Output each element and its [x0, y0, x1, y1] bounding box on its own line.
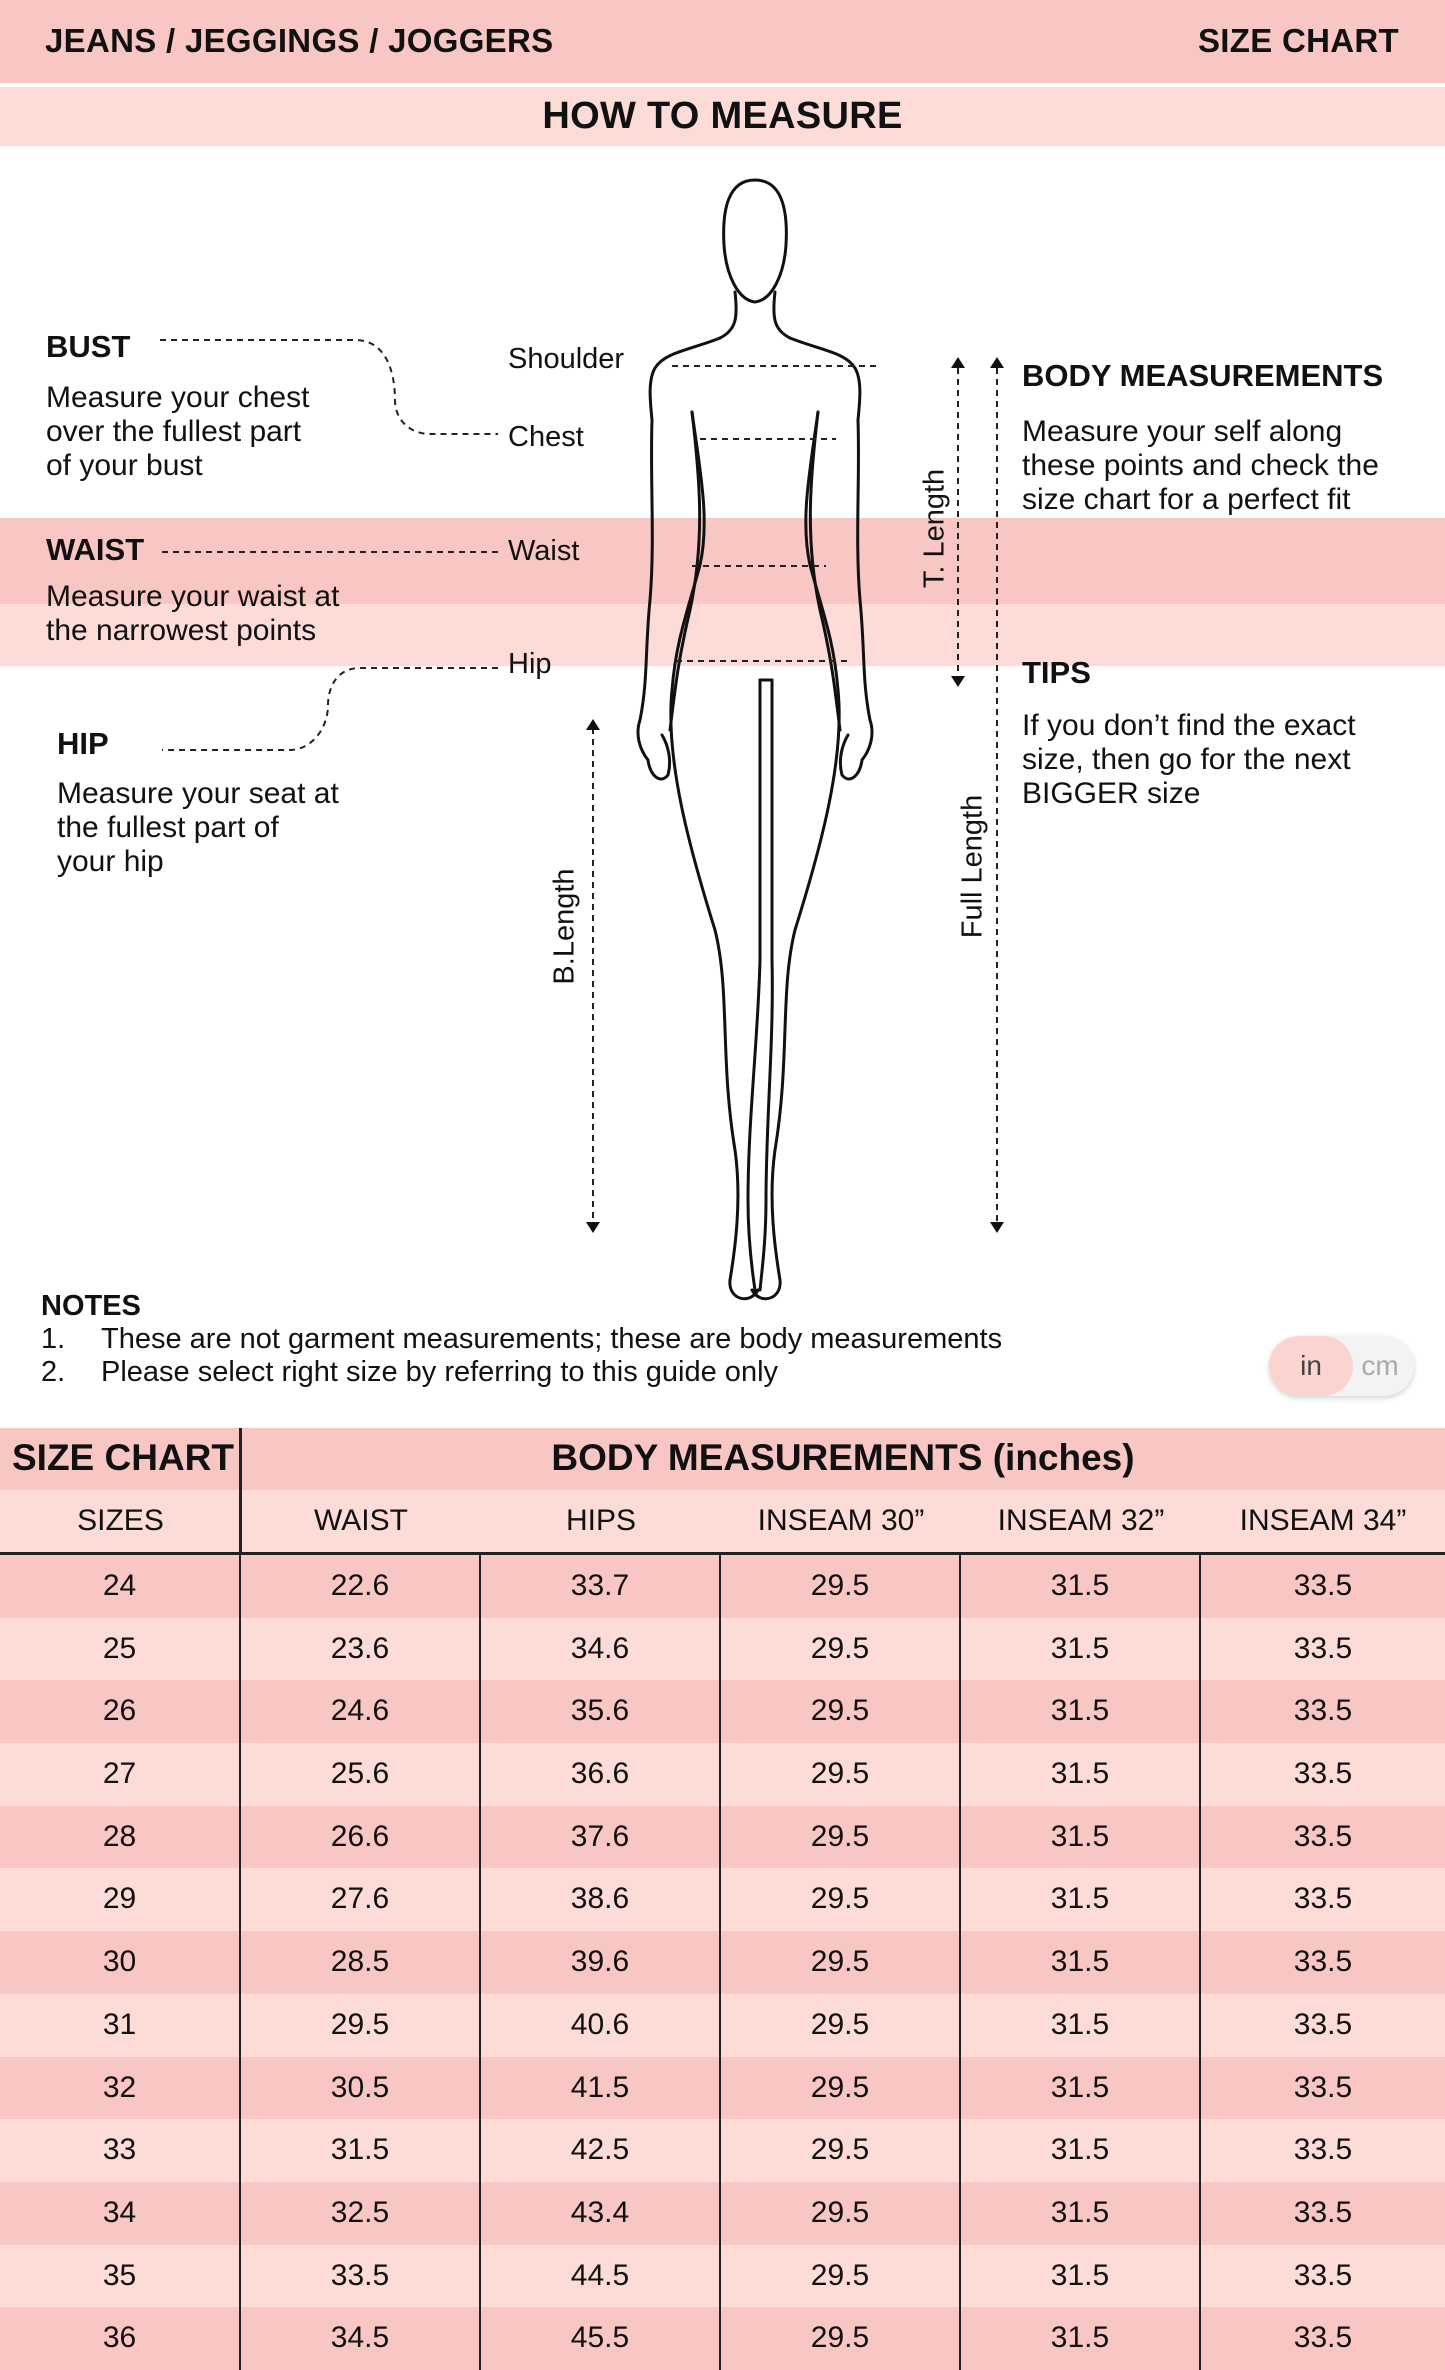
measurement-cell: 23.6 [241, 1618, 481, 1681]
unit-cm-option[interactable]: cm [1361, 1350, 1399, 1381]
unit-toggle[interactable] [1269, 1336, 1414, 1396]
hip-description [57, 777, 339, 879]
measurement-cell: 29.5 [721, 2307, 961, 2370]
measurement-cell: 33.7 [481, 1555, 721, 1618]
measurement-cell: 25.6 [241, 1743, 481, 1806]
table-row [0, 2057, 1445, 2120]
measurement-cell: 45.5 [481, 2307, 721, 2370]
column-header: SIZES [77, 1504, 164, 1537]
measurement-cell: 33.5 [241, 2245, 481, 2308]
body-measurements-line: Measure your self along [1022, 415, 1343, 448]
note-number: 2. [41, 1356, 66, 1388]
measurement-cell: 43.4 [481, 2182, 721, 2245]
column-header: INSEAM 32” [997, 1504, 1165, 1537]
measurement-cell: 31.5 [961, 1555, 1201, 1618]
note-number: 1. [41, 1323, 66, 1355]
body-measurements-title: BODY MEASUREMENTS [1022, 358, 1384, 393]
measurement-cell: 44.5 [481, 2245, 721, 2308]
note-item [41, 1356, 1002, 1389]
measurement-cell: 31.5 [961, 1806, 1201, 1869]
measurement-cell: 33.5 [1293, 1631, 1353, 1665]
body-measurements-description [1022, 415, 1379, 517]
size-cell: 28 [0, 1806, 241, 1869]
size-cell: 31 [0, 1994, 241, 2057]
measurement-cell: 31.5 [961, 2057, 1201, 2120]
tips-line: size, then go for the next [1022, 743, 1351, 776]
size-cell: 35 [0, 2245, 241, 2308]
measurement-cell: 33.5 [1293, 1694, 1353, 1728]
body-outline [638, 180, 872, 1299]
measurement-cell: 33.5 [1293, 1569, 1353, 1602]
bust-title: BUST [46, 329, 131, 364]
measurement-cell: 29.5 [721, 1868, 961, 1931]
table-row [0, 2307, 1445, 2370]
note-item [41, 1323, 1002, 1356]
measurement-cell: 22.6 [241, 1555, 481, 1618]
waist-title: WAIST [46, 532, 145, 567]
measurement-cell: 33.5 [1293, 2133, 1353, 2167]
table-row [0, 1806, 1445, 1869]
size-chart-table [0, 1555, 1445, 2370]
column-header: INSEAM 34” [1239, 1504, 1407, 1537]
measurement-cell: 31.5 [961, 2182, 1201, 2245]
b-length-label: B.Length [548, 868, 581, 985]
measurement-cell: 29.5 [721, 1743, 961, 1806]
measurement-cell: 33.5 [1293, 1882, 1353, 1916]
waist-line: the narrowest points [46, 614, 317, 647]
size-cell: 30 [0, 1931, 241, 1994]
unit-inches-option[interactable]: in [1269, 1336, 1353, 1396]
measurement-cell: 34.5 [241, 2307, 481, 2370]
size-cell: 29 [0, 1868, 241, 1931]
hip-line: your hip [57, 845, 164, 878]
how-to-measure-title: HOW TO MEASURE [542, 95, 903, 137]
notes-title: NOTES [41, 1290, 141, 1322]
measurement-cell: 31.5 [961, 2119, 1201, 2182]
t-length-label: T. Length [918, 468, 951, 589]
hip-line: the fullest part of [57, 811, 279, 844]
measurement-cell: 29.5 [721, 2119, 961, 2182]
tips-line: If you don’t find the exact [1022, 709, 1356, 742]
measurement-cell: 39.6 [481, 1931, 721, 1994]
measurement-cell: 36.6 [481, 1743, 721, 1806]
table-row [0, 1618, 1445, 1681]
size-chart-subtitle: BODY MEASUREMENTS (inches) [551, 1437, 1135, 1478]
category-title: JEANS / JEGGINGS / JOGGERS [45, 22, 554, 59]
size-cell: 32 [0, 2057, 241, 2120]
measurement-cell: 33.5 [1293, 1945, 1353, 1979]
hip-label: Hip [508, 648, 552, 680]
column-header: WAIST [314, 1504, 408, 1537]
table-row [0, 2182, 1445, 2245]
measurement-cell: 31.5 [961, 1868, 1201, 1931]
size-cell: 33 [0, 2119, 241, 2182]
body-measurements-line: size chart for a perfect fit [1022, 483, 1351, 516]
measurement-cell: 29.5 [721, 1618, 961, 1681]
measurement-cell: 33.5 [1293, 2007, 1353, 2041]
hip-line: Measure your seat at [57, 777, 339, 810]
measurement-cell: 31.5 [961, 1618, 1201, 1681]
measurement-cell: 29.5 [721, 1931, 961, 1994]
size-cell: 25 [0, 1618, 241, 1681]
note-text: These are not garment measurements; these are body measurements [101, 1323, 1003, 1355]
measurement-cell: 37.6 [481, 1806, 721, 1869]
table-row [0, 1868, 1445, 1931]
note-text: Please select right size by referring to this guide only [101, 1356, 779, 1388]
body-measurements-line: these points and check the [1022, 449, 1379, 482]
size-chart-columns [0, 1490, 1445, 1552]
table-row [0, 1680, 1445, 1743]
measurement-cell: 33.5 [1293, 2195, 1353, 2229]
measurement-cell: 26.6 [241, 1806, 481, 1869]
table-row [0, 1994, 1445, 2057]
measurement-cell: 29.5 [721, 2245, 961, 2308]
size-cell: 36 [0, 2307, 241, 2370]
waist-line: Measure your waist at [46, 580, 340, 613]
table-row [0, 1931, 1445, 1994]
bust-description [46, 381, 309, 483]
measurement-cell: 29.5 [721, 1680, 961, 1743]
size-chart-label: SIZE CHART [1198, 22, 1399, 59]
size-cell: 34 [0, 2182, 241, 2245]
table-row [0, 1743, 1445, 1806]
column-header: INSEAM 30” [757, 1504, 925, 1537]
measurement-cell: 34.6 [481, 1618, 721, 1681]
measurement-cell: 29.5 [721, 2057, 961, 2120]
measurement-cell: 31.5 [961, 1743, 1201, 1806]
hip-title: HIP [57, 726, 109, 761]
measurement-cell: 33.5 [1293, 2070, 1353, 2104]
full-length-label: Full Length [956, 794, 989, 939]
measurement-cell: 29.5 [241, 1994, 481, 2057]
table-row [0, 2245, 1445, 2308]
table-row [0, 1555, 1445, 1618]
table-row [0, 2119, 1445, 2182]
measurement-cell: 30.5 [241, 2057, 481, 2120]
measurement-cell: 42.5 [481, 2119, 721, 2182]
tips-description [1022, 709, 1356, 811]
notes-section [41, 1290, 1002, 1389]
size-cell: 24 [0, 1555, 241, 1618]
measurement-cell: 29.5 [721, 1994, 961, 2057]
measurement-cell: 35.6 [481, 1680, 721, 1743]
bust-line: Measure your chest [46, 381, 310, 414]
column-header: HIPS [565, 1504, 637, 1537]
measurement-cell: 33.5 [1293, 1819, 1353, 1853]
measurement-cell: 29.5 [721, 1555, 961, 1618]
waist-description [46, 580, 339, 648]
size-cell: 26 [0, 1680, 241, 1743]
measurement-cell: 29.5 [721, 2182, 961, 2245]
measurement-cell: 33.5 [1293, 2321, 1353, 2355]
measurement-cell: 31.5 [241, 2119, 481, 2182]
chest-label: Chest [508, 421, 584, 453]
measurement-cell: 27.6 [241, 1868, 481, 1931]
measurement-cell: 33.5 [1293, 1757, 1353, 1791]
shoulder-label: Shoulder [508, 343, 625, 375]
bust-line: over the fullest part [46, 415, 302, 448]
measurement-cell: 31.5 [961, 1931, 1201, 1994]
measurement-cell: 28.5 [241, 1931, 481, 1994]
measurement-cell: 40.6 [481, 1994, 721, 2057]
measurement-cell: 33.5 [1293, 2258, 1353, 2292]
size-cell: 27 [0, 1743, 241, 1806]
bust-line: of your bust [46, 449, 203, 482]
measurement-cell: 29.5 [721, 1806, 961, 1869]
measurement-cell: 31.5 [961, 2245, 1201, 2308]
tips-title: TIPS [1022, 655, 1091, 690]
measurement-cell: 24.6 [241, 1680, 481, 1743]
size-chart-title: SIZE CHART [12, 1437, 234, 1478]
measurement-cell: 31.5 [961, 1680, 1201, 1743]
measurement-cell: 32.5 [241, 2182, 481, 2245]
tips-line: BIGGER size [1022, 777, 1201, 810]
measurement-cell: 31.5 [961, 2307, 1201, 2370]
measurement-cell: 38.6 [481, 1868, 721, 1931]
measurement-cell: 41.5 [481, 2057, 721, 2120]
waist-label: Waist [508, 535, 580, 567]
measurement-cell: 31.5 [961, 1994, 1201, 2057]
